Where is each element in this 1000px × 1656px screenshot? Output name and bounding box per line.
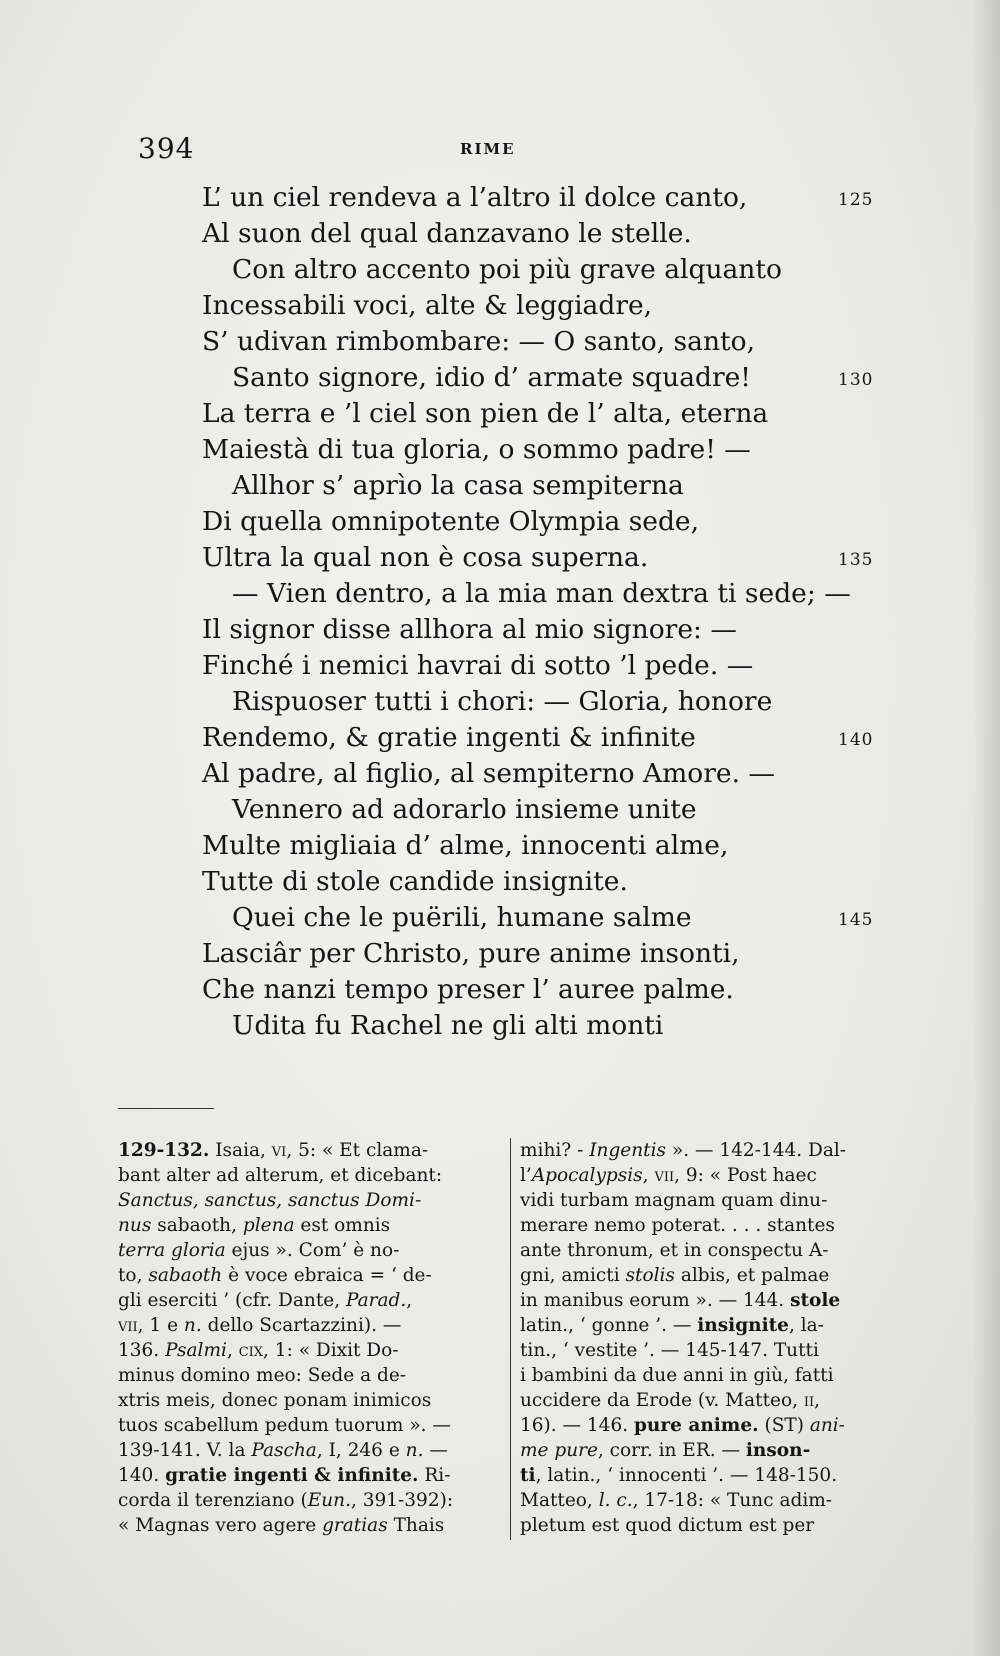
verse-line — [0, 288, 1000, 324]
verse-line — [0, 828, 1000, 864]
verse-line — [0, 252, 1000, 288]
poem-verses — [0, 180, 1000, 1044]
verse-text: Maiestà di tua gloria, o sommo padre! — — [202, 434, 751, 465]
footnotes-left-column — [118, 1138, 502, 1538]
verse-line — [0, 684, 1000, 720]
verse-text: Lasciâr per Christo, pure anime insonti, — [202, 938, 740, 969]
verse-line — [0, 360, 1000, 396]
footnote-line: mihi? - Ingentis ». — 142-144. Dal- — [520, 1140, 847, 1161]
footnote-line: pletum est quod dictum est per — [520, 1515, 815, 1536]
footnote-rule — [118, 1108, 214, 1109]
footnote-line: « Magnas vero agere gratias Thais — [118, 1515, 445, 1536]
line-number: 140 — [838, 730, 874, 750]
verse-text: L’ un ciel rendeva a l’altro il dolce canto, — [202, 182, 748, 213]
footnote-column-divider — [510, 1138, 511, 1540]
verse-text: Che nanzi tempo preser l’ auree palme. — [202, 974, 734, 1005]
verse-line — [0, 468, 1000, 504]
verse-line — [0, 576, 1000, 612]
footnote-line: 140. gratie ingenti & infinite. Ri- — [118, 1465, 451, 1486]
verse-text: La terra e ’l ciel son pien de l’ alta, eterna — [202, 398, 769, 429]
footnotes-right-column — [520, 1138, 898, 1538]
verse-line — [0, 756, 1000, 792]
footnote-line: latin., ‘ gonne ’. — insignite, la- — [520, 1315, 824, 1336]
footnote-line: gli eserciti ’ (cfr. Dante, Parad., — [118, 1290, 413, 1311]
page-number: 394 — [138, 132, 195, 165]
footnote-line: 136. Psalmi, cix, 1: « Dixit Do- — [118, 1340, 399, 1361]
footnote-line: uccidere da Erode (v. Matteo, ii, — [520, 1390, 821, 1411]
footnote-line: minus domino meo: Sede a de- — [118, 1365, 407, 1386]
verse-text: Santo signore, idio d’ armate squadre! — [232, 362, 751, 393]
footnote-line: i bambini da due anni in giù, fatti — [520, 1365, 834, 1386]
verse-line — [0, 180, 1000, 216]
footnote-line: merare nemo poterat. . . . stantes — [520, 1215, 835, 1236]
footnote-line: to, sabaoth è voce ebraica = ‘ de- — [118, 1265, 432, 1286]
footnote-line: in manibus eorum ». — 144. stole — [520, 1290, 841, 1311]
footnote-line: xtris meis, donec ponam inimicos — [118, 1390, 432, 1411]
footnote-line: 16). — 146. pure anime. (ST) ani- — [520, 1415, 845, 1436]
line-number: 135 — [838, 550, 874, 570]
line-number: 130 — [838, 370, 874, 390]
verse-text: — Vien dentro, a la mia man dextra ti sede; — — [232, 578, 851, 609]
verse-text: Ultra la qual non è cosa superna. — [202, 542, 649, 573]
verse-line — [0, 720, 1000, 756]
verse-text: Il signor disse allhora al mio signore: — — [202, 614, 737, 645]
verse-text: Con altro accento poi più grave alquanto — [232, 254, 782, 285]
footnote-line: vidi turbam magnam quam dinu- — [520, 1190, 828, 1211]
footnote-line: Sanctus, sanctus, sanctus Domi- — [118, 1190, 422, 1211]
line-number: 125 — [838, 190, 874, 210]
verse-text: Rendemo, & gratie ingenti & infinite — [202, 722, 696, 753]
verse-text: S’ udivan rimbombare: — O santo, santo, — [202, 326, 756, 357]
footnote-line: tin., ‘ vestite ’. — 145-147. Tutti — [520, 1340, 819, 1361]
footnote-line: 139-141. V. la Pascha, I, 246 e n. — — [118, 1440, 448, 1461]
line-number: 145 — [838, 910, 874, 930]
footnote-line: ante thronum, et in conspectu A- — [520, 1240, 829, 1261]
footnote-line: terra gloria ejus ». Com’ è no- — [118, 1240, 400, 1261]
verse-text: Rispuoser tutti i chori: — Gloria, honore — [232, 686, 773, 717]
footnote-line: corda il terenziano (Eun., 391-392): — [118, 1490, 454, 1511]
verse-line — [0, 864, 1000, 900]
verse-text: Tutte di stole candide insignite. — [202, 866, 628, 897]
verse-line — [0, 612, 1000, 648]
footnote-line: ti, latin., ‘ innocenti ’. — 148-150. — [520, 1465, 838, 1486]
footnote-line: me pure, corr. in ER. — inson- — [520, 1440, 811, 1461]
verse-text: Incessabili voci, alte & leggiadre, — [202, 290, 653, 321]
verse-line — [0, 396, 1000, 432]
verse-line — [0, 972, 1000, 1008]
verse-text: Udita fu Rachel ne gli alti monti — [232, 1010, 664, 1041]
verse-line — [0, 216, 1000, 252]
verse-line — [0, 540, 1000, 576]
footnote-line: 129-132. Isaia, vi, 5: « Et clama- — [118, 1140, 429, 1161]
verse-text: Al padre, al figlio, al sempiterno Amore. — — [202, 758, 775, 789]
verse-line — [0, 648, 1000, 684]
verse-text: Finché i nemici havrai di sotto ’l pede. — — [202, 650, 754, 681]
verse-text: Allhor s’ aprìo la casa sempiterna — [232, 470, 684, 501]
footnote-line: nus sabaoth, plena est omnis — [118, 1215, 391, 1236]
verse-line — [0, 504, 1000, 540]
verse-text: Di quella omnipotente Olympia sede, — [202, 506, 700, 537]
verse-text: Vennero ad adorarlo insieme unite — [232, 794, 697, 825]
verse-line — [0, 900, 1000, 936]
verse-line — [0, 324, 1000, 360]
verse-text: Al suon del qual danzavano le stelle. — [202, 218, 692, 249]
footnote-line: vii, 1 e n. dello Scartazzini). — — [118, 1315, 402, 1336]
verse-text: Quei che le puërili, humane salme — [232, 902, 692, 933]
verse-line — [0, 936, 1000, 972]
footnote-line: l’Apocalypsis, vii, 9: « Post haec — [520, 1165, 817, 1186]
running-head: RIME — [460, 140, 516, 158]
verse-text: Multe migliaia d’ alme, innocenti alme, — [202, 830, 729, 861]
verse-line — [0, 432, 1000, 468]
footnote-line: gni, amicti stolis albis, et palmae — [520, 1265, 830, 1286]
footnote-line: bant alter ad alterum, et dicebant: — [118, 1165, 443, 1186]
footnote-line: tuos scabellum pedum tuorum ». — — [118, 1415, 451, 1436]
page-header — [0, 132, 1000, 172]
footnote-line: Matteo, l. c., 17-18: « Tunc adim- — [520, 1490, 833, 1511]
verse-line — [0, 792, 1000, 828]
verse-line — [0, 1008, 1000, 1044]
